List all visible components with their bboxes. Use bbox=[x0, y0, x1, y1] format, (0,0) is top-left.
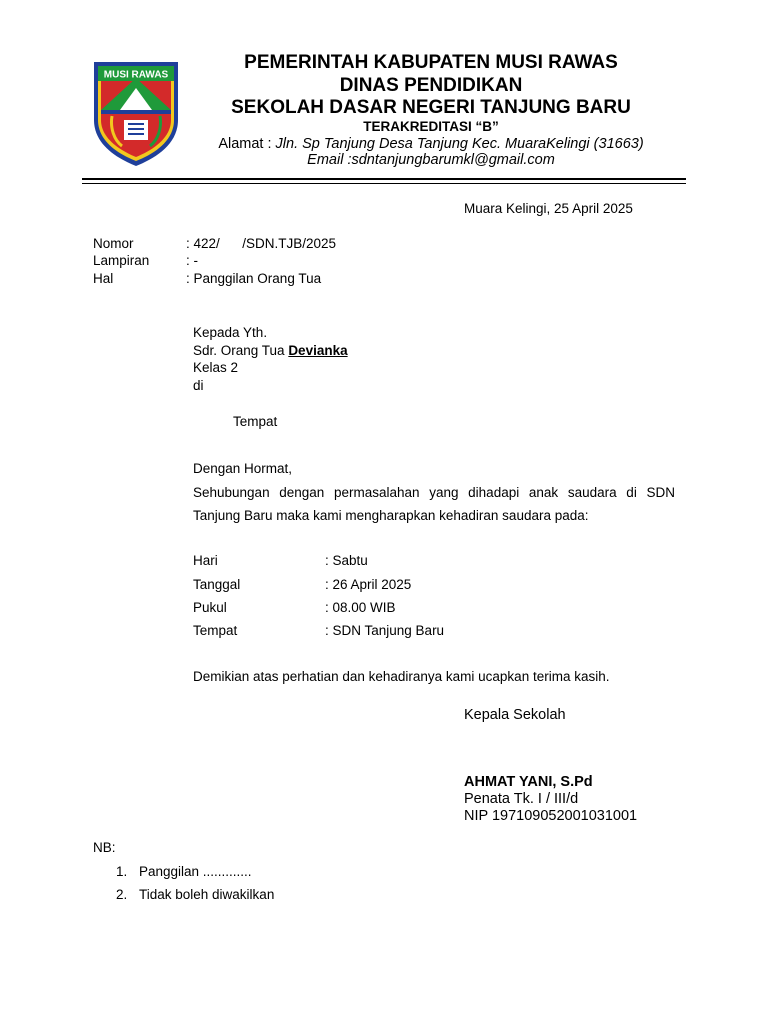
note-number: 1. bbox=[116, 864, 128, 879]
schedule-place-value: : SDN Tanjung Baru bbox=[325, 623, 445, 638]
signature-nip: NIP 197109052001031001 bbox=[464, 808, 638, 824]
signature-title: Kepala Sekolah bbox=[464, 707, 566, 723]
schedule-date-value: : 26 April 2025 bbox=[325, 577, 412, 592]
recipient-prefix: Sdr. Orang Tua bbox=[193, 343, 289, 358]
header-department: DINAS PENDIDIKAN bbox=[339, 75, 523, 96]
recipient-line-1: Kepada Yth. bbox=[193, 325, 268, 340]
header-school-name: SEKOLAH DASAR NEGERI TANJUNG BARU bbox=[231, 97, 631, 118]
header-government: PEMERINTAH KABUPATEN MUSI RAWAS bbox=[244, 52, 618, 73]
accreditation-label: TERAKREDITASI “B” bbox=[363, 119, 499, 134]
recipient-line-2 bbox=[193, 343, 348, 358]
nomor-label: Nomor bbox=[93, 236, 134, 251]
signature-name: AHMAT YANI, S.Pd bbox=[464, 774, 593, 790]
hal-value: : Panggilan Orang Tua bbox=[186, 271, 322, 286]
school-address bbox=[200, 136, 662, 152]
signature-rank: Penata Tk. I / III/d bbox=[464, 791, 579, 807]
note-item: Panggilan ............. bbox=[139, 864, 252, 879]
schedule-day-label: Hari bbox=[193, 553, 218, 568]
recipient-class: Kelas 2 bbox=[193, 360, 239, 375]
greeting: Dengan Hormat, bbox=[193, 461, 293, 476]
school-email: Email :sdntanjungbarumkl@gmail.com bbox=[307, 152, 555, 168]
closing-sentence: Demikian atas perhatian dan kehadiranya kami ucapkan terima kasih. bbox=[193, 669, 610, 684]
note-number: 2. bbox=[116, 887, 128, 902]
address-text: Jln. Sp Tanjung Desa Tanjung Kec. MuaraKelingi (31663) bbox=[275, 136, 644, 152]
schedule-time-value: : 08.00 WIB bbox=[325, 600, 396, 615]
schedule-day-value: : Sabtu bbox=[325, 553, 368, 568]
body-paragraph: Sehubungan dengan permasalahan yang dihadapi anak saudara di SDN Tanjung Baru maka kami mengharapkan kehadiran saudara pada: bbox=[193, 485, 675, 523]
schedule-date-label: Tanggal bbox=[193, 577, 241, 592]
hal-label: Hal bbox=[93, 271, 114, 286]
lampiran-label: Lampiran bbox=[93, 253, 150, 268]
header-divider-thick bbox=[82, 178, 686, 180]
address-label: Alamat : bbox=[218, 136, 276, 152]
student-name: Devianka bbox=[288, 343, 348, 358]
note-item: Tidak boleh diwakilkan bbox=[139, 887, 275, 902]
nomor-value: : 422/ /SDN.TJB/2025 bbox=[186, 236, 337, 251]
musi-rawas-emblem bbox=[90, 58, 182, 170]
schedule-place-label: Tempat bbox=[193, 623, 238, 638]
schedule-time-label: Pukul bbox=[193, 600, 227, 615]
header-divider-thin bbox=[82, 183, 686, 184]
svg-text:MUSI RAWAS: MUSI RAWAS bbox=[103, 69, 169, 81]
place-date: Muara Kelingi, 25 April 2025 bbox=[464, 201, 633, 216]
recipient-di: di bbox=[193, 378, 204, 393]
recipient-tempat: Tempat bbox=[233, 414, 278, 429]
lampiran-value: : - bbox=[186, 253, 198, 268]
notes-label: NB: bbox=[93, 840, 116, 855]
